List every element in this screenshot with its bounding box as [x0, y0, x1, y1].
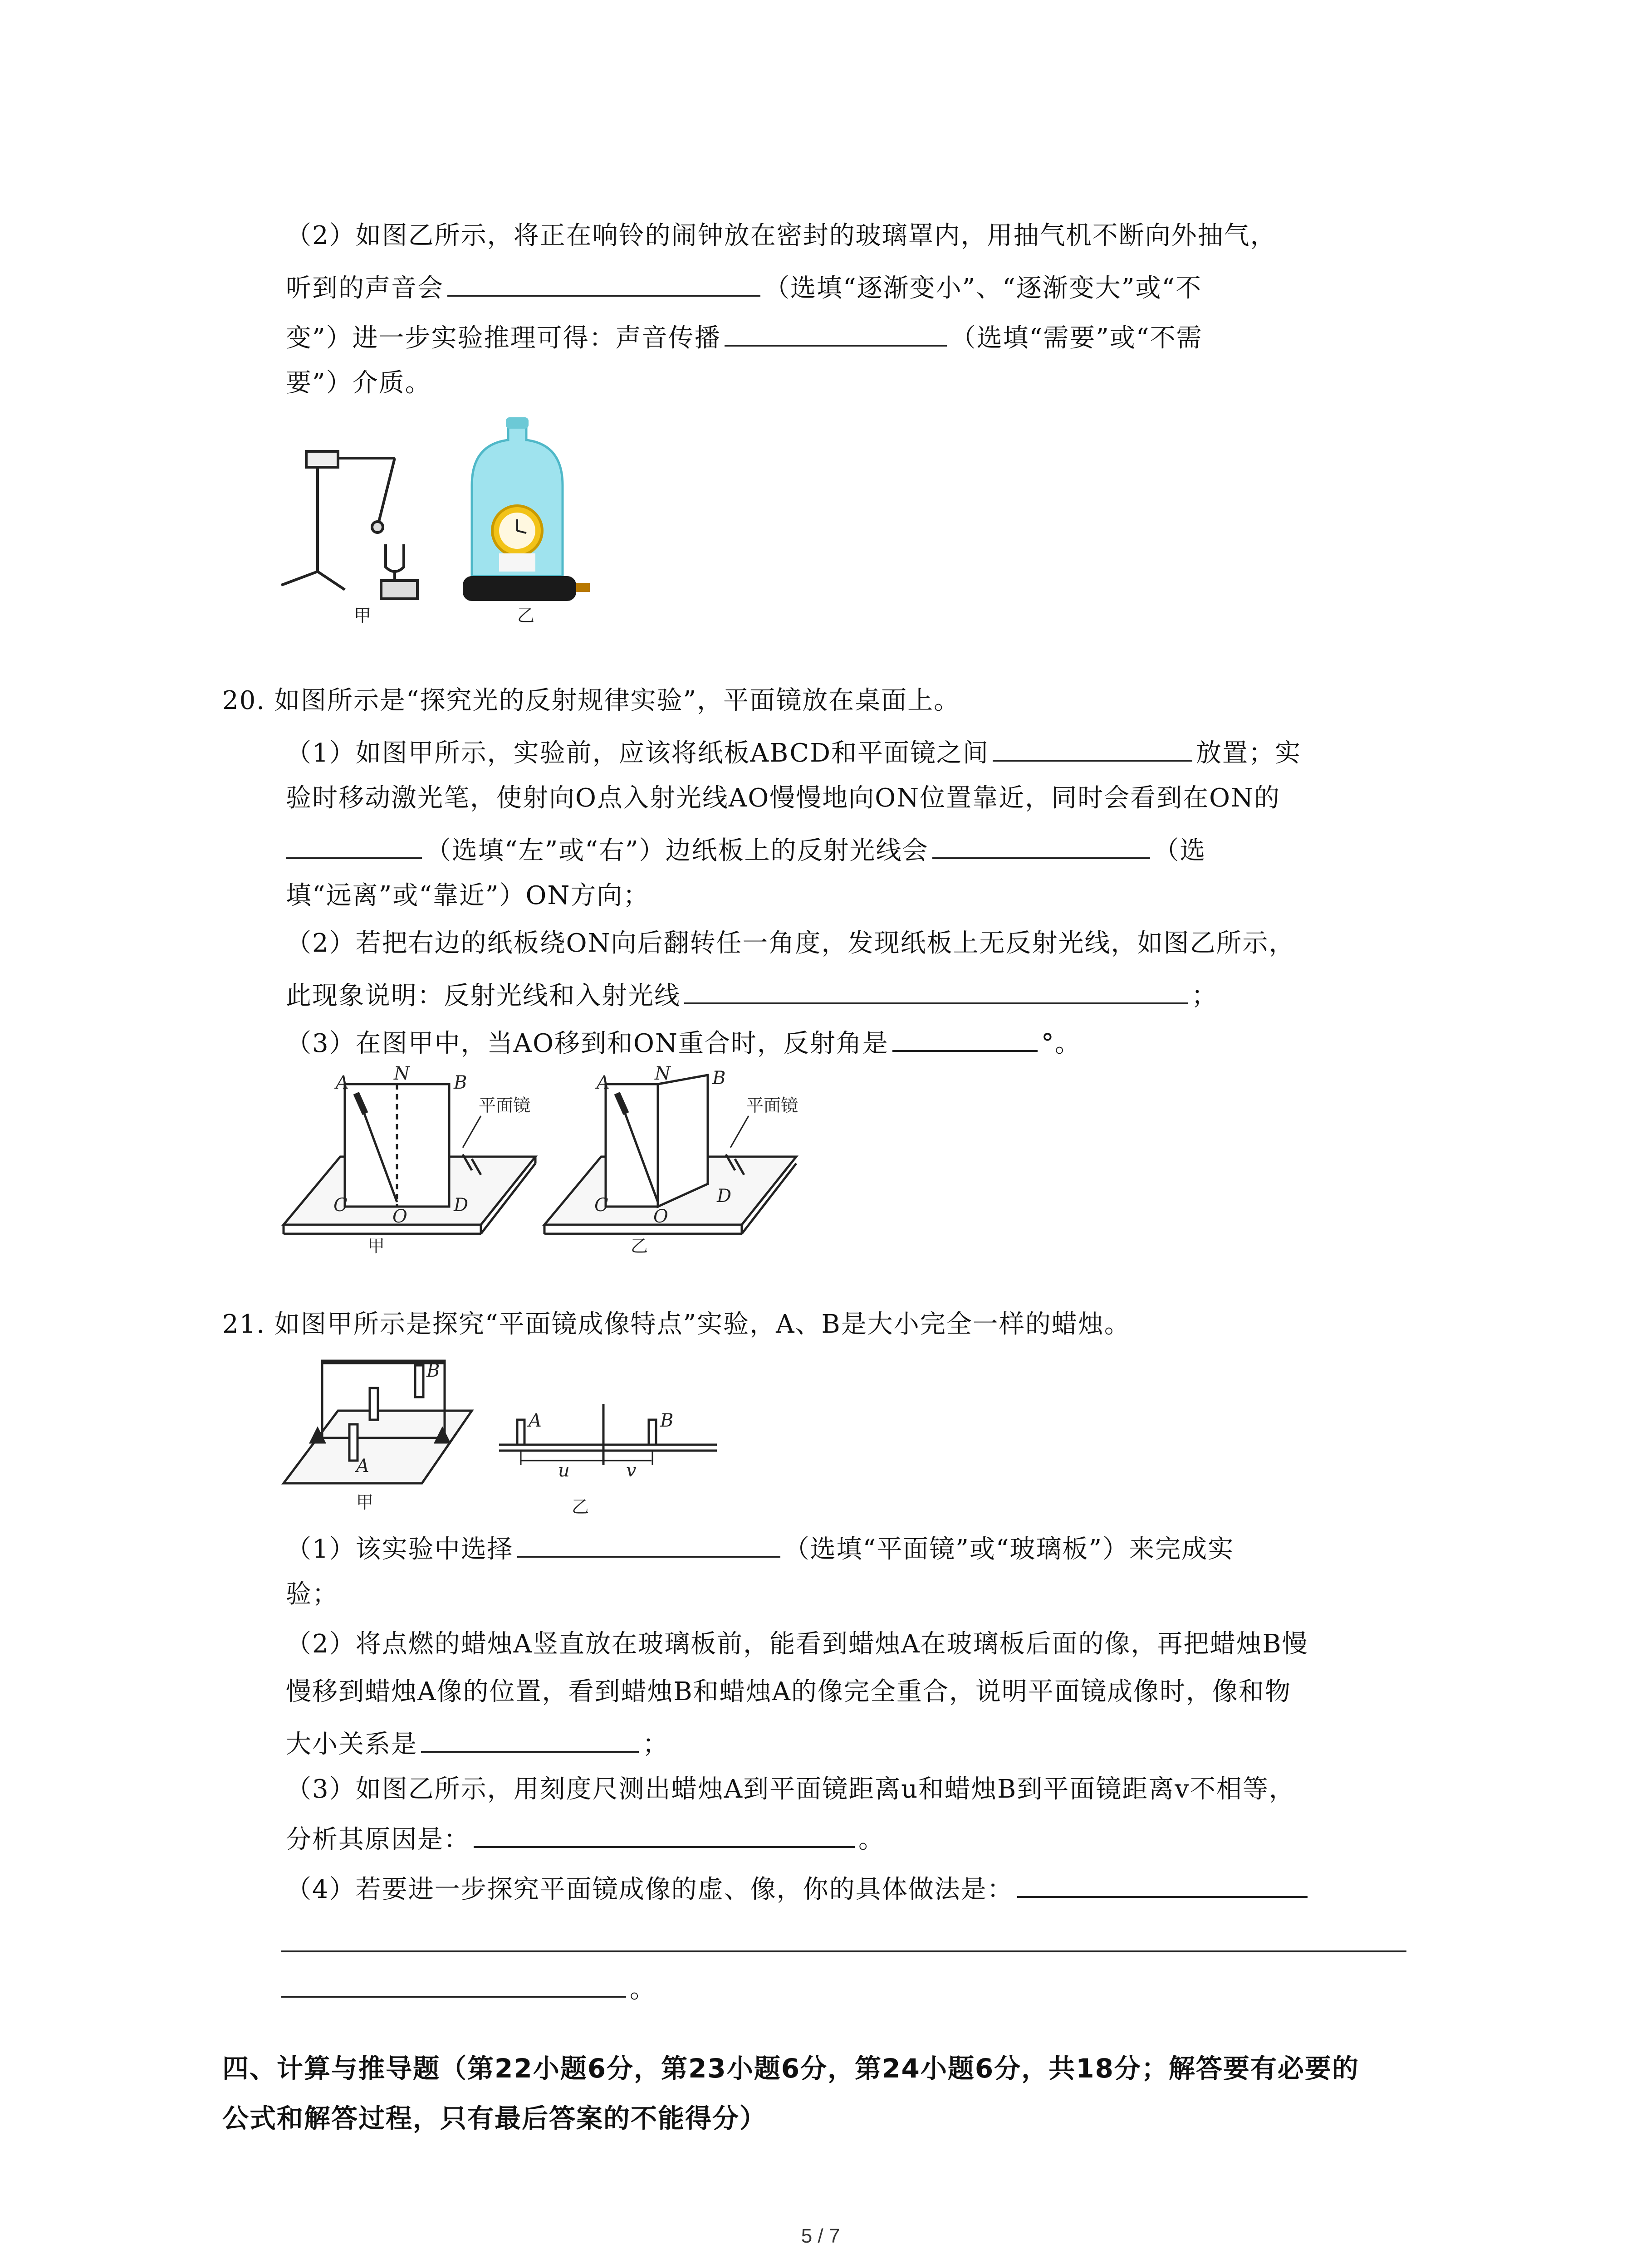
q21-p4-line1 — [286, 1869, 1311, 1908]
q21-p2-line2: 慢移到蜡烛A像的位置，看到蜡烛B和蜡烛A的像完全重合，说明平面镜成像时，像和物 — [286, 1677, 1292, 1706]
q20-figure — [272, 1066, 817, 1256]
q20-label-N: N — [394, 1066, 410, 1084]
q21-stem: 21. 如图甲所示是探究“平面镜成像特点”实验，A、B是大小完全一样的蜡烛。 — [222, 1310, 1131, 1339]
q20-text: （1）如图甲所示，实验前，应该将纸板ABCD和平面镜之间 — [286, 738, 989, 768]
q20-p1-line2: 验时移动激光笔，使射向O点入射光线AO慢慢地向ON位置靠近，同时会看到在ON的 — [286, 783, 1281, 813]
answer-blank[interactable] — [517, 1529, 780, 1558]
answer-blank[interactable] — [1017, 1869, 1308, 1898]
q20b-label-O: O — [653, 1206, 668, 1227]
answer-blank[interactable] — [281, 1969, 626, 1998]
q20-stem: 20. 如图所示是“探究光的反射规律实验”，平面镜放在桌面上。 — [222, 686, 960, 715]
q20-caption-right: 乙 — [631, 1236, 648, 1256]
q20b-label-B: B — [712, 1068, 726, 1089]
q21-p3-line2 — [286, 1819, 885, 1858]
q20-text: ； — [1191, 981, 1218, 1011]
q19-caption-right: 乙 — [517, 606, 535, 626]
q21b-label-A: A — [529, 1410, 542, 1431]
answer-blank[interactable] — [286, 830, 422, 859]
q20-text: 此现象说明：反射光线和入射光线 — [286, 981, 681, 1011]
q21-p2-line3 — [286, 1724, 669, 1763]
answer-blank[interactable] — [421, 1724, 639, 1753]
q20-p2-line2 — [286, 975, 1218, 1014]
q19-part2-line4: 要”）介质。 — [286, 368, 431, 398]
q21-p3-line1: （3）如图乙所示，用刻度尺测出蜡烛A到平面镜距离u和蜡烛B到平面镜距离v不相等， — [286, 1774, 1295, 1804]
q20-label-O: O — [392, 1206, 407, 1227]
q20-p2-line1: （2）若把右边的纸板绕ON向后翻转任一角度，发现纸板上无反射光线，如图乙所示， — [286, 929, 1295, 958]
q19-text: （选填“逐渐变小”、“逐渐变大”或“不 — [764, 274, 1202, 303]
tuning-fork-apparatus — [281, 451, 417, 599]
answer-blank[interactable] — [474, 1819, 855, 1848]
glass-plate-setup — [284, 1361, 472, 1483]
q19-caption-left: 甲 — [354, 606, 372, 626]
q20b-label-mirror: 平面镜 — [746, 1095, 798, 1115]
q20-text: （选填“左”或“右”）边纸板上的反射光线会 — [426, 836, 929, 865]
q20b-label-A: A — [597, 1072, 610, 1093]
q21-label-B: B — [426, 1360, 440, 1381]
q19-text: 变”）进一步实验推理可得：声音传播 — [286, 323, 721, 353]
q20-text: （3）在图甲中，当AO移到和ON重合时，反射角是 — [286, 1029, 889, 1058]
answer-blank[interactable] — [447, 268, 760, 297]
q20-label-mirror: 平面镜 — [479, 1095, 531, 1115]
q21-caption-right: 乙 — [572, 1497, 589, 1517]
q20-p3-line1 — [286, 1023, 1081, 1062]
q21-label-u: u — [558, 1460, 570, 1481]
q21-text: 。 — [858, 1825, 885, 1854]
q20b-label-N: N — [655, 1066, 671, 1084]
q21-label-v: v — [626, 1460, 637, 1481]
q21-p1-line1 — [286, 1529, 1234, 1568]
q21-text: （4）若要进一步探究平面镜成像的虚、像，你的具体做法是： — [286, 1875, 1014, 1904]
page-number: 5 / 7 — [801, 2225, 840, 2247]
q21-p4-line3 — [281, 1969, 656, 2008]
bell-jar-apparatus — [463, 417, 590, 601]
answer-blank[interactable] — [684, 975, 1188, 1004]
q21-text: （选填“平面镜”或“玻璃板”）来完成实 — [784, 1535, 1234, 1564]
q20-label-A: A — [336, 1072, 349, 1093]
q20-text: 放置；实 — [1196, 738, 1302, 768]
q19-figure — [272, 408, 635, 635]
section4-heading-line1: 四、计算与推导题（第22小题6分，第23小题6分，第24小题6分，共18分；解答要有必要的 — [222, 2053, 1359, 2084]
section4-heading-line2: 公式和解答过程，只有最后答案的不能得分） — [222, 2103, 767, 2134]
q20-p1-line1 — [286, 733, 1301, 772]
q20-label-C: C — [333, 1195, 348, 1216]
q20-caption-left: 甲 — [367, 1236, 385, 1256]
q19-part2-line1: （2）如图乙所示，将正在响铃的闹钟放在密封的玻璃罩内，用抽气机不断向外抽气， — [286, 221, 1277, 250]
answer-blank[interactable] — [993, 733, 1192, 762]
q19-part2-line3 — [286, 318, 1203, 357]
q19-part2-line2 — [286, 268, 1202, 307]
q20b-label-C: C — [594, 1195, 608, 1216]
q19-text: 听到的声音会 — [286, 274, 444, 303]
q20-p1-line4: 填“远离”或“靠近”）ON方向； — [286, 881, 650, 910]
q21-figure — [272, 1347, 726, 1520]
q21-p2-line1: （2）将点燃的蜡烛A竖直放在玻璃板前，能看到蜡烛A在玻璃板后面的像，再把蜡烛B慢 — [286, 1629, 1308, 1659]
q20-label-B: B — [454, 1072, 467, 1093]
q21-text: 分析其原因是： — [286, 1825, 470, 1854]
q19-text: （选填“需要”或“不需 — [950, 323, 1203, 353]
q21-text: （1）该实验中选择 — [286, 1535, 514, 1564]
q20-p1-line3 — [286, 830, 1206, 869]
q20-label-D: D — [454, 1195, 469, 1216]
q21-text: 。 — [630, 1975, 656, 2004]
q21-text: 大小关系是 — [286, 1730, 417, 1759]
q21-caption-left: 甲 — [356, 1492, 374, 1512]
q20-text: （选 — [1153, 836, 1206, 865]
q21-label-A: A — [356, 1456, 369, 1476]
answer-blank[interactable] — [725, 318, 947, 347]
q20-text: °。 — [1041, 1029, 1081, 1058]
q21-text: ； — [642, 1730, 669, 1759]
answer-blank[interactable] — [892, 1023, 1038, 1052]
q21b-label-B: B — [660, 1410, 674, 1431]
answer-blank[interactable] — [932, 830, 1150, 859]
q20b-label-D: D — [717, 1186, 732, 1207]
answer-blank-line[interactable] — [281, 1950, 1406, 1952]
q21-p1-line2: 验； — [286, 1579, 338, 1609]
